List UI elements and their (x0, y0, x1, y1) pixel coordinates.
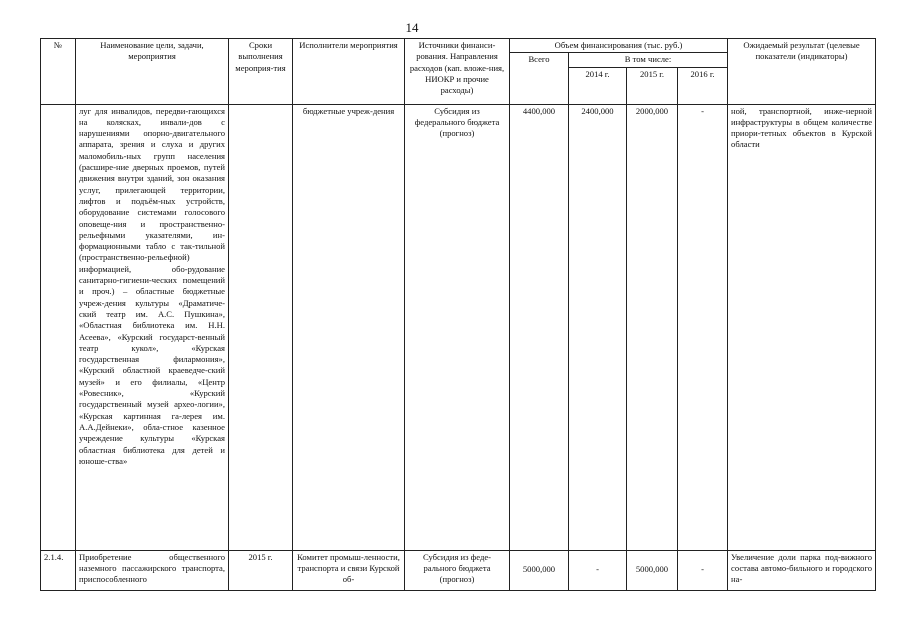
row-executors: Комитет промыш-ленности, транспорта и связи Курской об- (293, 550, 405, 590)
row-terms: 2015 г. (229, 550, 293, 590)
row-num (41, 104, 76, 550)
header-2014: 2014 г. (569, 67, 627, 104)
row-num: 2.1.4. (41, 550, 76, 590)
row-name: Приобретение общественного наземного пассажирского транспорта, приспособленного (76, 550, 229, 590)
row-2015: 5000,000 (627, 550, 678, 590)
row-total: 5000,000 (510, 550, 569, 590)
row-total: 4400,000 (510, 104, 569, 550)
header-terms: Сроки выполнения мероприя-тия (229, 39, 293, 105)
row-result: Увеличение доли парка под-вижного состава автомо-бильного и городского на- (728, 550, 876, 590)
header-result: Ожидаемый результат (целевые показатели (индикаторы) (728, 39, 876, 105)
page-number: 14 (405, 20, 419, 35)
row-2014: 2400,000 (569, 104, 627, 550)
header-executors: Исполнители мероприятия (293, 39, 405, 105)
row-2016: - (678, 550, 728, 590)
table-row (41, 550, 876, 590)
table-row (41, 104, 876, 550)
row-terms (229, 104, 293, 550)
row-name: луг для инвалидов, передви-гающихся на колясках, инвали-дов с нарушениями опорно-двигательного аппарата, зрения и слуха и других маломобиль-ных групп населения (расшире-ние дверных проемов, путей движения внутри зданий, зон оказания услуг, прилегающей территории, лифтов и подъём-ных устройств, оборудование системами голосового оповеще-ния и пространственно-рельефными указателями, ин-формационными табло с так-тильной (пространственно-рельефной) информацией, обо-рудование санитарно-гигиени-ческих помещений и проч.) – областные бюджетные учреж-дения культуры «Драматиче-ский театр им. А.С. Пушкина», «Областная библиотека им. Н.Н. Асеева», «Курский государст-венный театр кукол», «Курская государственная филармония», «Курский областной краеведче-ский музей» и его филиалы, «Центр «Ровесник», «Курский государственный музей архео-логии», «Курская картинная га-лерея им. А.А.Дейнеки», обла-стное казенное учреждение культуры «Курская областная библиотека для детей и юноше-ства» (76, 104, 229, 550)
header-sources: Источники финанси-рования. Направления расходов (кап. вложе-ния, НИОКР и прочие расходы) (405, 39, 510, 105)
header-total: Всего (510, 53, 569, 104)
header-name: Наименование цели, задачи, мероприятия (76, 39, 229, 105)
header-volume: Объем финансирования (тыс. руб.) (510, 39, 728, 53)
row-2015: 2000,000 (627, 104, 678, 550)
row-sources: Субсидия из феде-рального бюджета (прогноз) (405, 550, 510, 590)
header-2016: 2016 г. (678, 67, 728, 104)
row-sources: Субсидия из федерального бюджета (прогноз) (405, 104, 510, 550)
header-incl: В том числе: (569, 53, 728, 67)
row-2016: - (678, 104, 728, 550)
row-executors: бюджетные учреж-дения (293, 104, 405, 550)
header-2015: 2015 г. (627, 67, 678, 104)
header-num: № (41, 39, 76, 105)
row-result: ной, транспортной, инже-нерной инфраструктуры в общем количестве приори-тетных объектов в Курской области (728, 104, 876, 550)
program-table (40, 38, 876, 591)
row-2014: - (569, 550, 627, 590)
